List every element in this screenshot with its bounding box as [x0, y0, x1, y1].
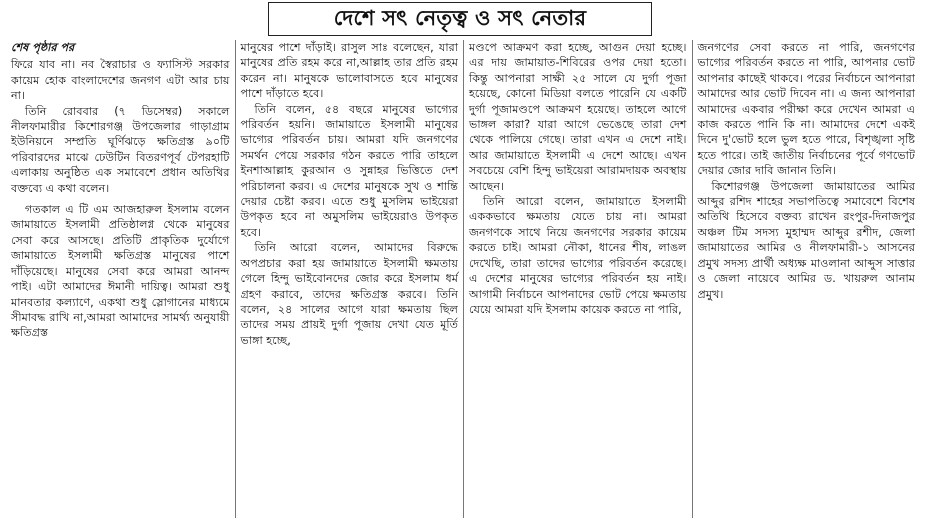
column-4 — [692, 40, 921, 518]
paragraph: জনগণের সেবা করতে না পারি, জনগণের ভাগ্যের পরিবর্তন করতে না পারি, আপনার ভোট আপনার কাছেই থাকবে। পরের নির্বাচনে আপনারা আমাদের আর ভোট দিবেন না। এ জন্য আপনারা আমাদের একবার পরীক্ষা করে দেখেন আমরা এ কাজ করতে পানি কি না। আমাদের দেশে একই দিনে দু'ভোট হলে ভুল হতে পারে, বিশৃঙ্খলা সৃষ্টি হতে পারে। তাই জাতীয় নির্বাচনের পূর্বে গণভোট দেয়ার জোর দাবি জানান তিনি। — [697, 41, 915, 178]
paragraph: কিশোরগঞ্জ উপজেলা জামায়াতের আমির আব্দুর রশিদ শাহের সভাপতিত্বে সমাবেশে বিশেষ অতিথি হিসেবে বক্তব্য রাখেন রংপুর-দিনাজপুর অঞ্চল টিম সদস্য মুহাম্মদ আব্দুর রশীদ, জেলা জামায়াতের আমির ও নীলফামারী-১ আসনের প্রমুখ সদস্য প্রার্থী অধ্যক্ষ মাওলানা আব্দুস সাত্তার ও জেলা নায়েবে আমির ড. খায়রুল আনাম প্রমুখ। — [697, 179, 915, 301]
headline: দেশে সৎ নেতৃত্ব ও সৎ নেতার — [333, 4, 587, 30]
column-2 — [235, 40, 464, 518]
headline-box — [268, 2, 652, 36]
paragraph: তিনি আরো বলেন, আমাদের বিরুদ্ধে অপপ্রচার করা হয় জামায়াতে ইসলামী ক্ষমতায় গেলে হিন্দু ভাইবোনদের জোর করে ইসলাম ধর্ম গ্রহণ করাবে, তাদের ক্ষতিগ্রস্ত করবে। তিনি বলেন, ২৪ সালের আগে যারা ক্ষমতায় ছিল তাদের সময় প্রায়ই দুর্গা পূজায় দেখা যেত মূর্তি ভাঙ্গা হচ্ছে, — [240, 241, 458, 347]
paragraph: তিনি আরো বলেন, জামায়াতে ইসলামী এককভাবে ক্ষমতায় যেতে চায় না। আমরা জনগণকে সাথে নিয়ে জনগণের সরকার কায়েম করতে চাই। আমরা নৌকা, ধানের শীষ, লাঙল দেখেছি, তারা তাদের ভাগ্যের পরিবর্তন করেছে। এ দেশের মানুষের ভাগ্যের পরিবর্তন হয় নাই। আগামী নির্বাচনে আপনাদের ভোট পেয়ে ক্ষমতায় যেয়ে আমরা যদি ইসলাম কায়েক করতে না পারি, — [469, 195, 687, 316]
paragraph: তিনি রোববার (৭ ডিসেম্বর) সকালে নীলফামারীর কিশোরগঞ্জ উপজেলার গাড়াগ্রাম ইউনিয়নে সম্প্রতি ঘূর্ণিঝড়ে ক্ষতিগ্রস্ত ৯০টি পরিবারদের মাঝে ঢেউটিন বিতরণপূর্ব টেপরহাটি এলাকায় অনুষ্ঠিত এক সমাবেশে প্রধান অতিথির বক্তব্যে এ কথা বলেন। — [11, 104, 230, 195]
continuation-kicker: শেষ পৃষ্ঠার পর — [11, 41, 75, 54]
article-columns — [6, 40, 920, 518]
paragraph: ফিরে যাব না। নব স্বৈরাচার ও ফ্যাসিস্ট সরকার কায়েম হোক বাংলাদেশের জনগণ এটা আর চায় না। — [11, 58, 230, 103]
paragraph: মানুষের পাশে দাঁড়াই। রাসুল সাঃ বলেছেন, যারা মানুষের প্রতি রহম করে না,আল্লাহ তার প্রতি রহম করেন না। মানুষকে ভালোবাসতে হবে মানুষের পাশে দাঁড়াতে হবে। — [240, 41, 458, 101]
column-1 — [6, 40, 235, 518]
paragraph: মণ্ডপে আক্রমণ করা হচ্ছে, আগুন দেয়া হচ্ছে। এর দায় জামায়াত-শিবিরের ওপর দেয়া হতো। কিন্তু আপনারা সাক্ষী ২৫ সালে যে দুর্গা পূজা হয়েছে, কোনো মিডিয়া বলতে পারেনি যে একটি দুর্গা পূজামণ্ডপে আক্রমণ হয়েছে। তাহলে আগে ভাঙ্গল কারা? যারা আগে ভেঙেছে তারা দেশ থেকে পালিয়ে গেছে। তারা এখন এ দেশে নাই। আর জামায়াতে ইসলামী এ দেশে আছে। এখন সবচেয়ে বেশি হিন্দু ভাইয়েরা আরামদায়ক অবস্থায় আছেন। — [469, 41, 687, 193]
paragraph: তিনি বলেন, ৫৪ বছরে মানুষের ভাগ্যের পরিবর্তন হয়নি। জামায়াতে ইসলামী মানুষের ভাগ্যের পরিবর্তন চায়। আমরা যদি জনগণের সমর্থন পেয়ে সরকার গঠন করতে পারি তাহলে ইনশাআল্লাহ কুরআন ও সুন্নাহর ভিত্তিতে দেশ পরিচালনা করব। এ দেশের মানুষকে সুখ ও শান্তি দেয়ার চেষ্টা করব। এতে শুধু মুসলিম ভাইয়েরা উপকৃত হবে না অমুসলিম ভাইয়েরাও উপকৃত হবে। — [240, 102, 458, 239]
paragraph: গতকাল এ টি এম আজহারুল ইসলাম বলেন জামায়াতে ইসলামী প্রতিষ্ঠালগ্ন থেকে মানুষের সেবা করে আসছে। প্রতিটি প্রাকৃতিক দুর্যোগে জামায়াতে ইসলামী ক্ষতিগ্রস্ত মানুষের পাশে দাঁড়িয়েছে। মানুষের সেবা করে আমরা আনন্দ পাই। এটা আমাদের ঈমানী দায়িত্ব। আমরা শুধু মানবতার কল্যাণে, একথা শুধু স্লোগানের মাধ্যমে সীমাবদ্ধ রাখি না,আমরা আমাদের সামর্থ্য অনুযায়ী ক্ষতিগ্রস্ত — [11, 203, 230, 340]
column-3 — [463, 40, 692, 518]
